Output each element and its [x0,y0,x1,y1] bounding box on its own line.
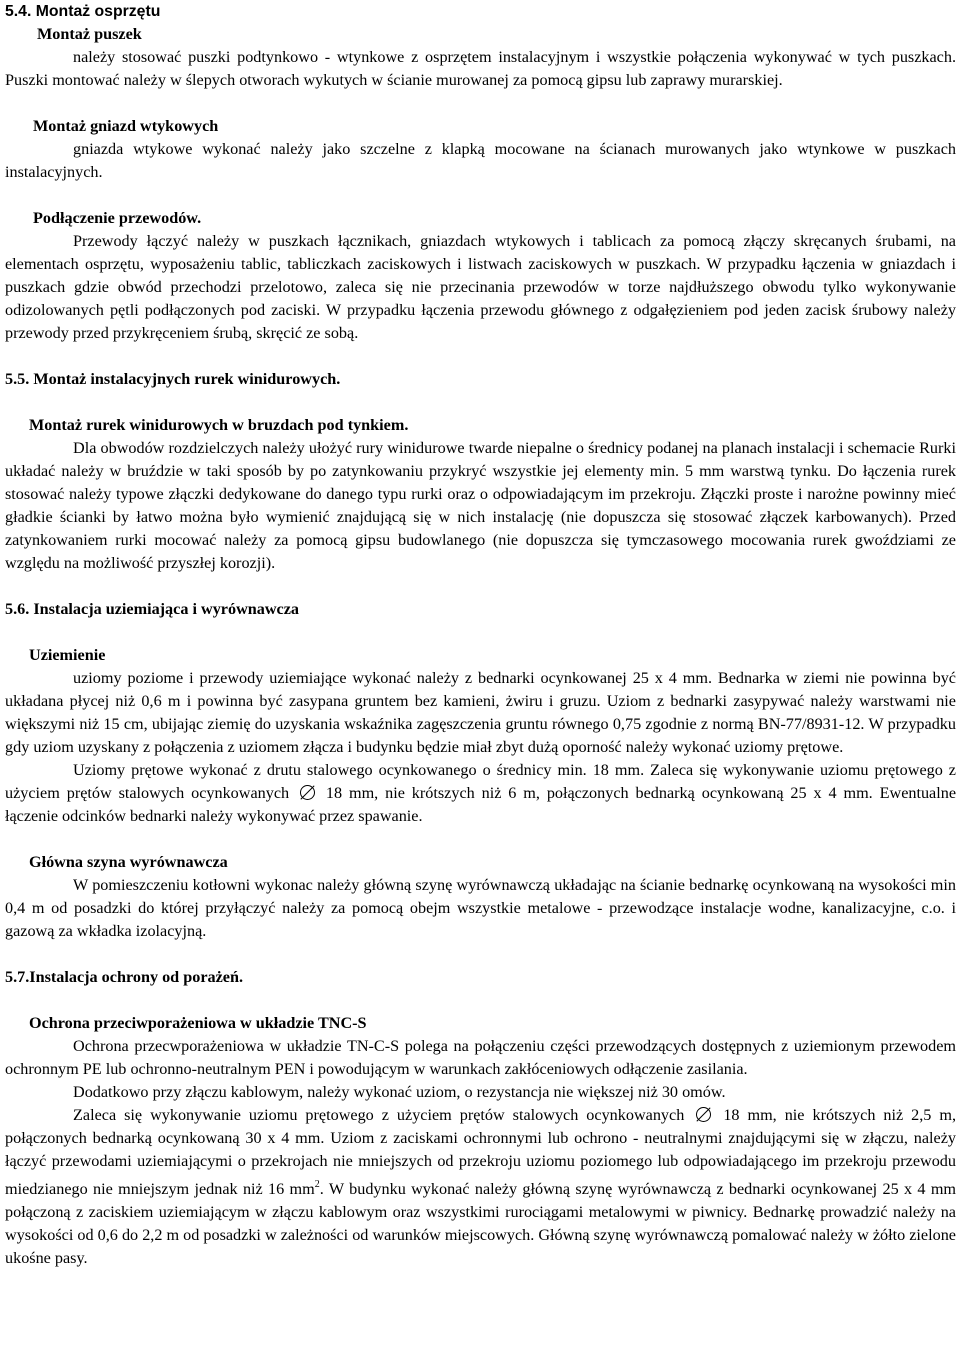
section-5-6 [5,598,956,943]
section-5-4 [5,0,956,345]
text-run: . W budynku wykonać należy główną szynę wyrównawczą z bednarki ocynkowanej 25 x 4 mm połączoną z zaciskiem uziemiającym w złączu kablowym oraz wszystkimi rurociągami metalowymi w piwnicy. Bednarkę prowadzić należy na wysokości od 0,6 do 2,2 m od posadzki w zależności od warunków miejscowych. Główną szynę wyrównawczą pomalować należy w żółto zielone ukośne pasy. [5,1180,956,1267]
paragraph-ochrona-2: Dodatkowo przy złączu kablowym, należy wykonać uziom, o rezystancja nie większej niż 30 omów. [73,1083,726,1101]
subsection-title-szyna: Główna szyna wyrównawcza [29,853,228,871]
paragraph-ochrona-1: Ochrona przecwporażeniowa w układzie TN-C-S polega na połączeniu części przewodzących dostępnych z uziemionym przewodem ochronnym PE lub ochronno-neutralnym PEN i powodującym w warunkach zakłóceniowych odłączenie zasilania. [5,1037,956,1078]
superscript: 2 [314,1179,320,1190]
paragraph-ochrona-3 [5,1104,956,1270]
section-heading: 5.6. Instalacja uziemiająca i wyrównawcza [5,600,300,618]
paragraph-rurki: Dla obwodów rozdzielczych należy ułożyć rury winidurowe twarde niepalne o średnicy podanej na planach instalacji i schemacie Rurki układać należy w bruździe w taki sposób by po zatynkowaniu przykryć wszystkie jej elementy min. 5 mm warstwą tynku. Do łączenia rurek stosować należy typowe złączki dedykowane do danego typu rurki oraz o odpowiadającym im przekroju. Złączki proste i narożne powinny mieć gładkie ścianki by łatwo można było wymienić znajdującą się w nich instalację (nie dopuszcza się stosować złączek karbowanych). Przed zatynkowaniem rurki mocować należy za pomocą gipsu budowlanego (nie dopuszcza się tymczasowego mocowania rurek gwoździami ze względu na możliwość przyszłej korozji). [5,439,956,572]
section-heading: 5.7.Instalacja ochrony od porażeń. [5,968,244,986]
subsection-title-gniazda: Montaż gniazd wtykowych [33,117,219,135]
paragraph-gniazda: gniazda wtykowe wykonać należy jako szczelne z klapką mocowane na ścianach murowanych jako wtynkowe w puszkach instalacyjnych. [5,140,956,181]
section-5-5 [5,368,956,575]
section-heading: 5.5. Montaż instalacyjnych rurek winidurowych. [5,370,341,388]
section-5-7 [5,966,956,1270]
paragraph-podlaczenie: Przewody łączyć należy w puszkach łącznikach, gniazdach wtykowych i tablicach za pomocą złączy skręcanych śrubami, na elementach osprzętu, wyposażeniu tablic, tabliczkach zaciskowych i listwach zaciskowych w puszkach. W przypadku łączenia w gniazdach i puszkach gdzie obwód przechodzi przelotowo, zaleca się nie przecinania przewodów w torze najdłuższego obwodu tylko wykonywanie odizolowanych pętli podłączonych pod zaciski. W przypadku łączenia przewodu głównego z odgałęzieniem pod jeden zacisk śrubowy należy przewody przed przykręceniem śrubą, skręcić ze sobą. [5,232,956,342]
subsection-title-ochrona: Ochrona przeciwporażeniowa w układzie TNC-S [29,1014,367,1032]
text-run: Zaleca się wykonywanie uziomu prętowego z użyciem prętów stalowych ocynkowanych [73,1106,685,1124]
paragraph-uziemienie-1: uziomy poziome i przewody uziemiające wykonać należy z bednarki ocynkowanej 25 x 4 mm. Bednarka w ziemi nie powinna być układana płycej niż 0,6 m i powinna być zasypana gruntem bez kamieni, żwiru i gruzu. Uziom z bednarki zasypywać należy warstwami nie większymi niż 15 cm, ubijając ziemię do uzyskania wskaźnika zagęszczenia gruntu równego 0,75 zgodnie z normą BN-77/8931-12. W przypadku gdy uziom uzyskany z połączenia z uziomem złącza i budynku będzie miał zbyt dużą oporność należy wykonać uziomy prętowe. [5,669,956,756]
section-heading: 5.4. Montaż osprzętu [5,3,161,20]
subsection-title-rurki: Montaż rurek winidurowych w bruzdach pod tynkiem. [29,416,409,434]
paragraph-puszki: należy stosować puszki podtynkowo - wtynkowe z osprzętem instalacyjnym i wszystkie połączenia wykonywać w tych puszkach. Puszki montować należy w ślepych otworach wykutych w ścianie murowanej za pomocą gipsu lub zaprawy murarskiej. [5,48,956,89]
document-page [5,0,956,1270]
text-run: 18 mm, nie krótszych niż 2,5 m, połączonych bednarką ocynkowaną 30 x 4 mm. Uziom z zaciskami ochronnymi lub ochrono - neutralnymi znajdującymi się w złączu, należy łączyć przewodami uziemiającymi o przekrojach nie mniejszych od przekroju uziomu poziomego lub odpowiadającego im przekroju przewodu miedzianego nie mniejszym jednak niż 16 mm [5,1106,957,1198]
diameter-icon [696,1107,711,1122]
paragraph-uziemienie-2 [5,759,956,828]
paragraph-szyna: W pomieszczeniu kotłowni wykonac należy główną szynę wyrównawczą układając na ścianie bednarkę ocynkowaną na wysokości min 0,4 m od posadzki do której przyłączyć należy za pomocą obejm wszystkie metalowe - przewodzące instalacje wodne, kanalizacyjne, c.o. i gazową za wkładka izolacyjną. [5,876,956,940]
subsection-title-puszki: Montaż puszek [37,25,142,43]
text-run: 18 mm, nie krótszych niż 6 m, połączonych bednarką ocynkowaną 25 x 4 mm. Ewentualne łączenie odcinków bednarki należy wykonywać przez spawanie. [5,784,957,825]
subsection-title-uziemienie: Uziemienie [29,646,106,664]
text-run: Uziomy prętowe wykonać z drutu stalowego ocynkowanego o średnicy min. 18 mm. Zaleca się wykonywanie uziomu prętowego z użyciem prętów stalowych ocynkowanych [5,761,956,802]
diameter-icon [300,785,315,800]
subsection-title-podlaczenie: Podłączenie przewodów. [33,209,202,227]
